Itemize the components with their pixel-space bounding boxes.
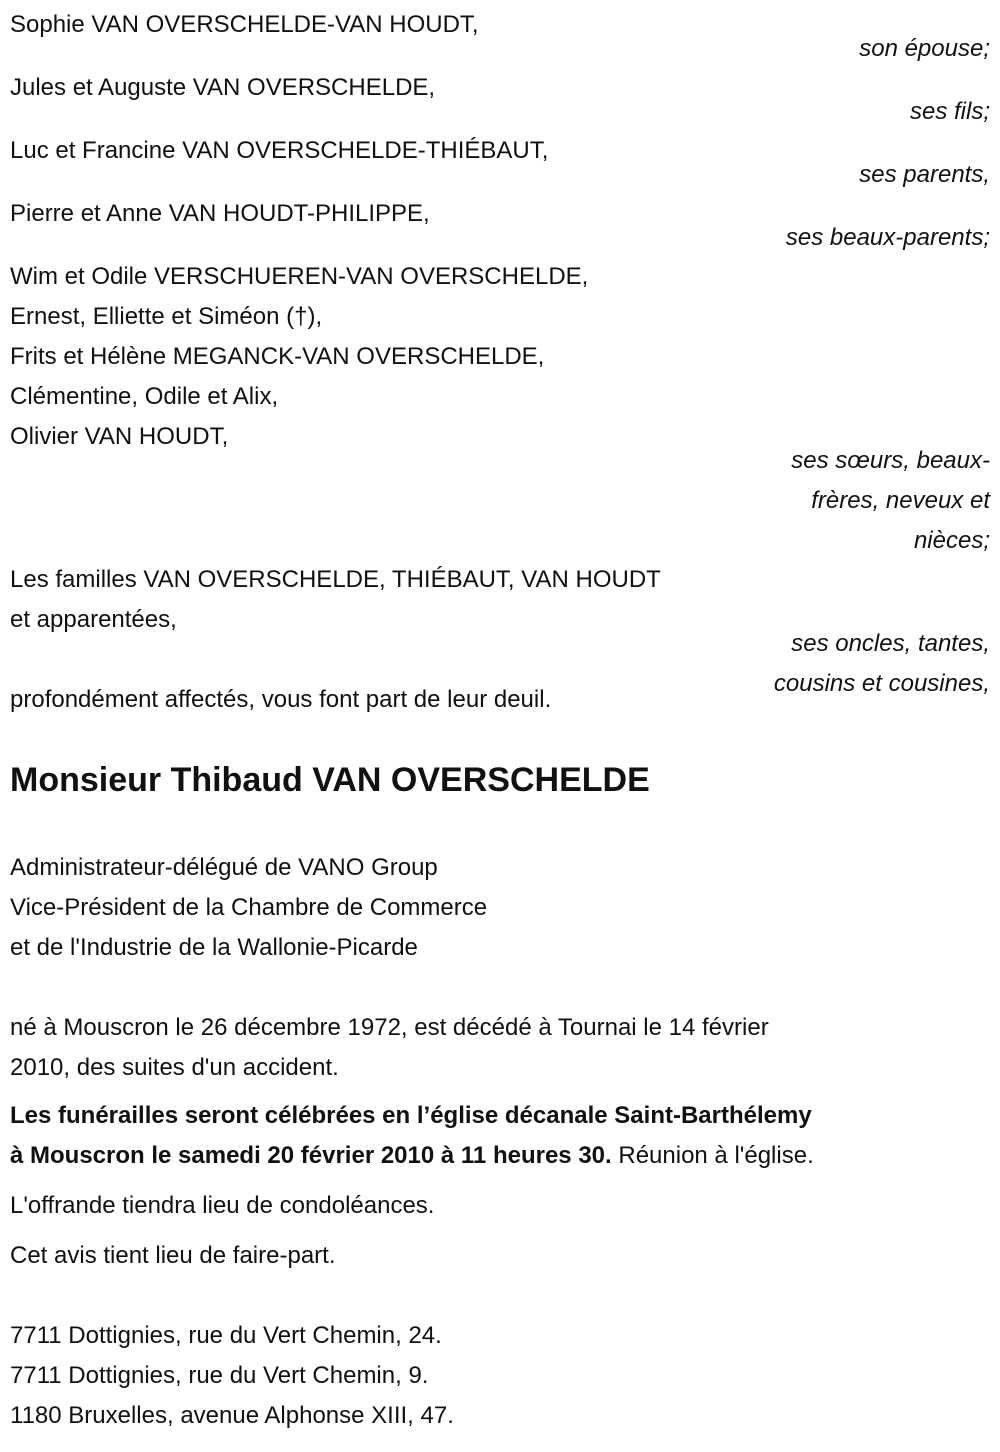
family-names: Jules et Auguste VAN OVERSCHELDE, [10,74,436,101]
family-names: Pierre et Anne VAN HOUDT-PHILIPPE, [10,200,430,227]
title-line: Administrateur-délégué de VANO Group [10,854,438,881]
family-relation: ses parents, [859,161,990,188]
family-names: Luc et Francine VAN OVERSCHELDE-THIÉBAUT, [10,137,549,164]
family-relation: nièces; [913,527,990,554]
title-line: et de l'Industrie de la Wallonie-Picarde [10,934,418,961]
family-names: Sophie VAN OVERSCHELDE-VAN HOUDT, [10,11,479,38]
family-names: Ernest, Elliette et Siméon (†), [10,303,323,330]
notice-line: Cet avis tient lieu de faire-part. [10,1242,336,1269]
family-names: Olivier VAN HOUDT, [10,423,229,450]
funeral-meeting: Réunion à l'église. [618,1142,814,1169]
funeral-line-2 [10,1141,814,1171]
birth-death-line: 2010, des suites d'un accident. [10,1054,339,1081]
family-relation: frères, neveux et [811,487,990,514]
family-relation: ses beaux-parents; [785,224,990,251]
family-relation: ses fils; [909,98,990,125]
family-names: et apparentées, [10,606,177,633]
family-names: Frits et Hélène MEGANCK-VAN OVERSCHELDE, [10,343,545,370]
family-relation: cousins et cousines, [773,670,990,697]
family-relation: ses oncles, tantes, [791,630,990,657]
address: 1180 Bruxelles, avenue Alphonse XIII, 47. [10,1402,454,1429]
funeral-line: Les funérailles seront célébrées en l’église décanale Saint-Barthélemy [10,1102,812,1129]
family-names: Les familles VAN OVERSCHELDE, THIÉBAUT, VAN HOUDT [10,566,661,593]
title-line: Vice-Président de la Chambre de Commerce [10,894,488,921]
address: 7711 Dottignies, rue du Vert Chemin, 24. [10,1322,442,1349]
deceased-name: Monsieur Thibaud VAN OVERSCHELDE [10,761,650,799]
family-relation: son épouse; [859,35,990,62]
address: 7711 Dottignies, rue du Vert Chemin, 9. [10,1362,429,1389]
family-names: Clémentine, Odile et Alix, [10,383,279,410]
closing-line: profondément affectés, vous font part de leur deuil. [10,686,552,713]
family-relation: ses sœurs, beaux- [791,447,990,474]
funeral-date: à Mouscron le samedi 20 février 2010 à 11 heures 30. [10,1142,612,1169]
offering-line: L'offrande tiendra lieu de condoléances. [10,1192,435,1219]
birth-death-line: né à Mouscron le 26 décembre 1972, est décédé à Tournai le 14 février [10,1014,769,1041]
family-names: Wim et Odile VERSCHUEREN-VAN OVERSCHELDE, [10,263,589,290]
